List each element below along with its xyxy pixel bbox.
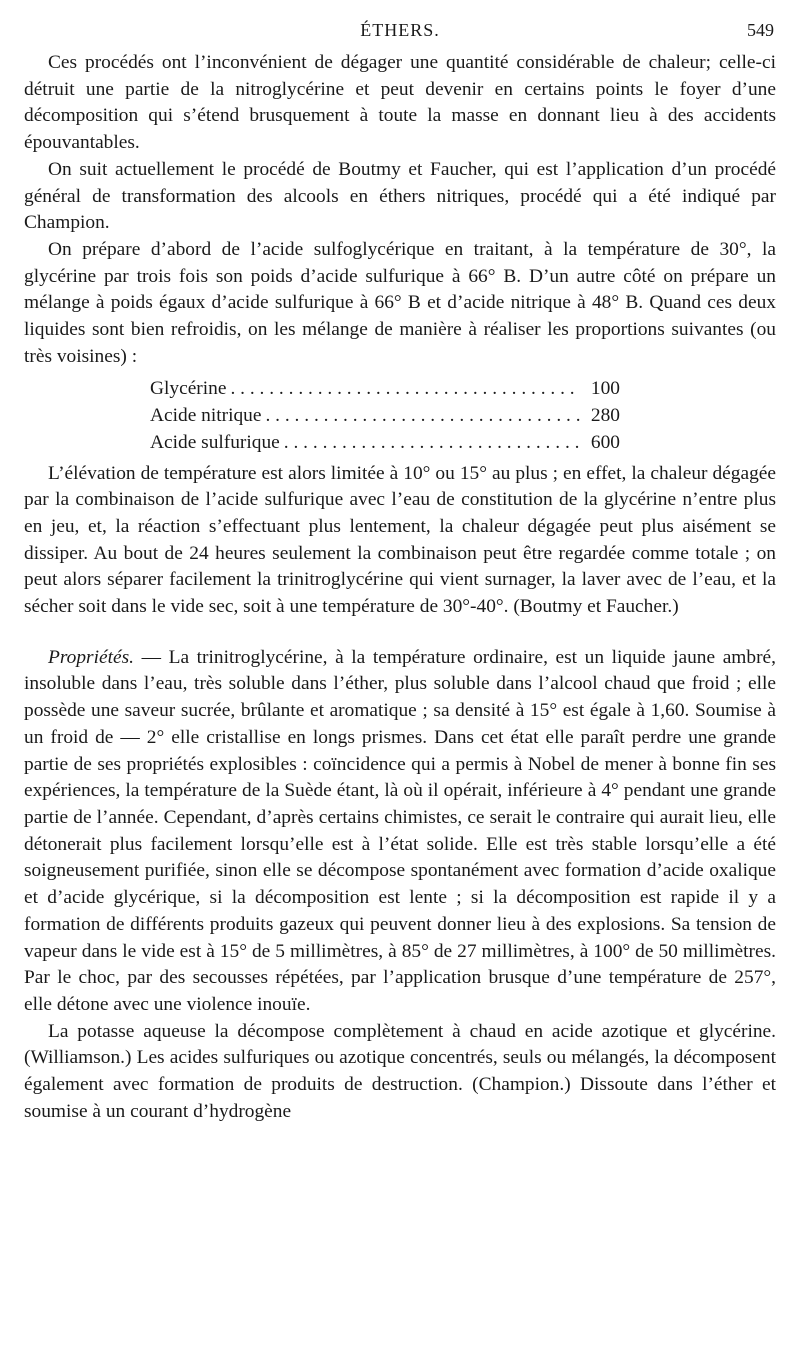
leader-dots xyxy=(280,430,580,457)
document-page xyxy=(24,20,776,1125)
proportion-label: Acide sulfurique xyxy=(150,431,280,453)
paragraph-6: La potasse aqueuse la décompose complètement à chaud en acide azotique et glycérine. (Williamson.) Les acides sulfuriques ou azotique concentrés, seuls ou mélangés, la décomposent également avec formation de produits de destruction. (Champion.) Dissoute dans l’éther et soumise à un courant d’hydrogène xyxy=(24,1020,776,1122)
paragraph-5 xyxy=(24,645,776,1019)
proportion-value: 280 xyxy=(590,405,620,427)
proportion-value: 600 xyxy=(590,431,620,453)
leader-dots xyxy=(261,403,580,430)
section-heading-proprietes: Propriétés. xyxy=(48,646,134,668)
proportion-row xyxy=(150,376,620,403)
page-number: 549 xyxy=(747,20,774,40)
proportion-label: Acide nitrique xyxy=(150,405,262,427)
page-header xyxy=(24,20,776,50)
proportion-row xyxy=(150,403,620,430)
leader-dots xyxy=(226,376,580,403)
paragraph-1: Ces procédés ont l’inconvénient de dégager une quantité considérable de chaleur; celle-ci détruit une partie de la nitroglycérine et peut devenir en certains points le foyer d’une décomposition qui s’étend brusquement à toute la masse en donnant lieu à des accidents épouvantables. xyxy=(24,52,776,154)
running-title: ÉTHERS. xyxy=(360,20,440,40)
paragraph-2: On suit actuellement le procédé de Boutmy et Faucher, qui est l’application d’un procédé général de transformation des alcools en éthers nitriques, procédé qui a été indiqué par Champion. xyxy=(24,158,776,234)
proportion-label: Glycérine xyxy=(150,378,227,400)
paragraph-4: L’élévation de température est alors limitée à 10° ou 15° au plus ; en effet, la chaleur dégagée par la combinaison de l’acide sulfurique avec l’eau de constitution de la glycérine n’entre plus en jeu, et, la réaction s’effectuant plus lentement, la chaleur dégagée peut plus aisément se dissiper. Au bout de 24 heures seulement la combinaison peut être regardée comme totale ; on peut alors séparer facilement la trinitroglycérine qui vient surnager, la laver avec de l’eau, et la sécher soit dans le vide sec, soit à une température de 30°-40°. (Boutmy et Faucher.) xyxy=(24,462,776,618)
proportion-value: 100 xyxy=(590,378,620,400)
paragraph-5-text: — La trinitroglycérine, à la température ordinaire, est un liquide jaune ambré, insoluble dans l’eau, très soluble dans l’éther, plus soluble dans l’alcool chaud que froid ; elle possède une saveur sucrée, brûlante et aromatique ; sa densité à 15° est égale à 1,60. Soumise à un froid de — 2° elle cristallise en longs prismes. Dans cet état elle paraît perdre une grande partie de ses propriétés explosibles : coïncidence qui a permis à Nobel de mener à bonne fin ses expériences, la température de la Suède étant, là où il opérait, inférieure à 4° pendant une grande partie de l’année. Cependant, d’après certains chimistes, ce serait le contraire qui aurait lieu, elle détonerait plus facilement lorsqu’elle est à l’état solide. Elle est très stable lorsqu’elle a été soigneusement purifiée, sinon elle se décompose spontanément avec formation d’acide oxalique et d’acide glycérique, si la décomposition est lente ; si la décomposition est rapide il y a formation de différents produits gazeux qui peuvent donner lieu à des explosions. Sa tension de vapeur dans le vide est à 15° de 5 millimètres, à 85° de 27 millimètres, à 100° de 50 millimètres. Par le choc, par des secousses répétées, par l’application brusque d’une température de 257°, elle détone avec une violence inouïe. xyxy=(24,646,776,1015)
proportion-row xyxy=(150,430,620,457)
paragraph-3: On prépare d’abord de l’acide sulfoglycérique en traitant, à la température de 30°, la glycérine par trois fois son poids d’acide sulfurique à 66° B. D’un autre côté on prépare un mélange à poids égaux d’acide sulfurique à 66° B et d’acide nitrique à 48° B. Quand ces deux liquides sont bien refroidis, on les mélange de manière à réaliser les proportions suivantes (ou très voisines) : xyxy=(24,238,776,367)
proportions-table xyxy=(150,376,620,456)
paragraph-gap xyxy=(24,621,776,645)
